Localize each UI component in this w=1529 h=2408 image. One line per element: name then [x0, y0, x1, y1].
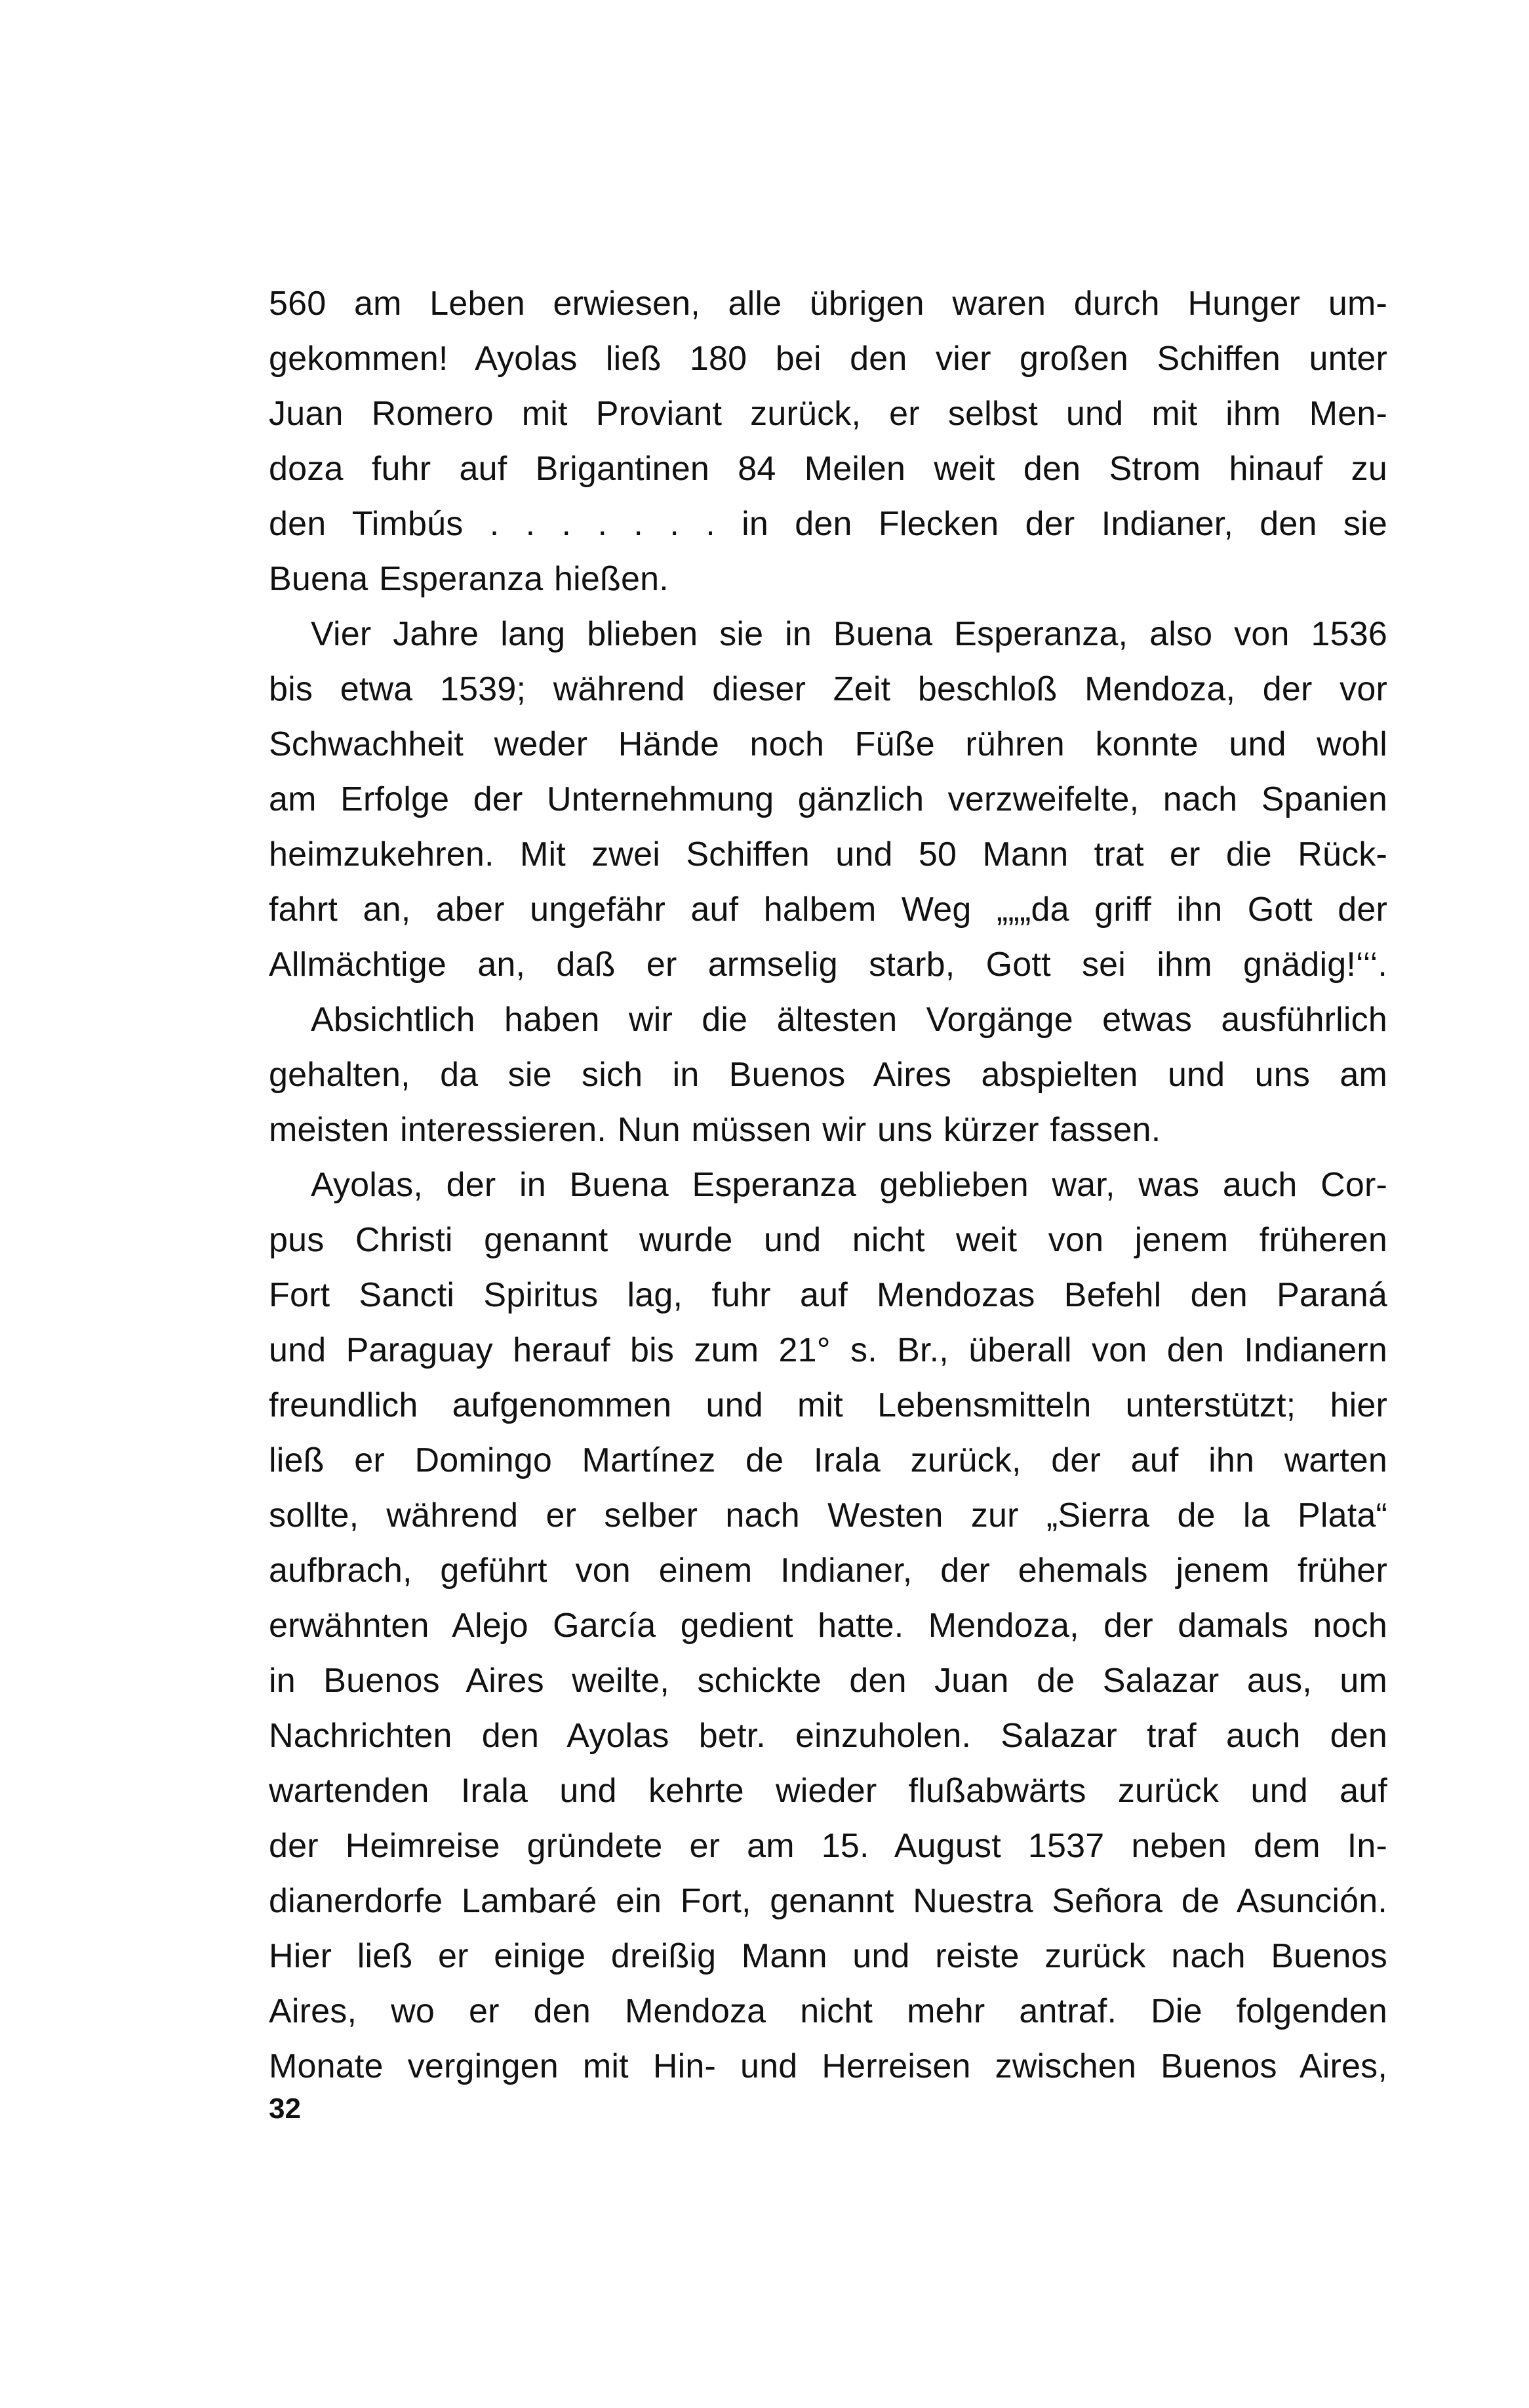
text-line: Aires, wo er den Mendoza nicht mehr antraf. Die folgenden — [269, 1992, 1387, 2030]
page-number: 32 — [269, 2093, 301, 2125]
text-line: aufbrach, geführt von einem Indianer, der ehemals jenem früher — [269, 1552, 1387, 1590]
text-line: in Buenos Aires weilte, schickte den Juan de Salazar aus, um — [269, 1662, 1387, 1700]
text-line: Allmächtige an, daß er armselig starb, Gott sei ihm gnädig!‘‘‘. — [269, 946, 1387, 984]
text-line: Juan Romero mit Proviant zurück, er selbst und mit ihm Men- — [269, 395, 1387, 433]
text-line: ließ er Domingo Martínez de Irala zurück, der auf ihn warten — [269, 1441, 1387, 1479]
text-line: und Paraguay herauf bis zum 21° s. Br., überall von den Indianern — [269, 1331, 1387, 1369]
text-line: fahrt an, aber ungefähr auf halbem Weg „„„da griff ihn Gott der — [269, 891, 1387, 929]
text-line: den Timbús . . . . . . . in den Flecken der Indianer, den sie — [269, 505, 1387, 543]
text-line: meisten interessieren. Nun müssen wir uns kürzer fassen. — [269, 1111, 1161, 1149]
text-line: der Heimreise gründete er am 15. August 1537 neben dem In- — [269, 1827, 1387, 1865]
text-line: Absichtlich haben wir die ältesten Vorgänge etwas ausführlich — [311, 1001, 1387, 1039]
text-line: sollte, während er selber nach Westen zur „Sierra de la Plata“ — [269, 1496, 1387, 1535]
text-line: Nachrichten den Ayolas betr. einzuholen. Salazar traf auch den — [269, 1717, 1387, 1755]
text-line: freundlich aufgenommen und mit Lebensmitteln unterstützt; hier — [269, 1386, 1387, 1424]
text-line: erwähnten Alejo García gedient hatte. Mendoza, der damals noch — [269, 1607, 1387, 1645]
text-line: Monate vergingen mit Hin- und Herreisen zwischen Buenos Aires, — [269, 2047, 1387, 2085]
text-line: am Erfolge der Unternehmung gänzlich verzweifelte, nach Spanien — [269, 780, 1387, 818]
text-line: Schwachheit weder Hände noch Füße rühren konnte und wohl — [269, 725, 1387, 763]
text-line: heimzukehren. Mit zwei Schiffen und 50 Mann trat er die Rück- — [269, 835, 1387, 873]
text-line: Hier ließ er einige dreißig Mann und reiste zurück nach Buenos — [269, 1937, 1387, 1975]
text-line: Vier Jahre lang blieben sie in Buena Esperanza, also von 1536 — [311, 615, 1387, 653]
text-line: gekommen! Ayolas ließ 180 bei den vier großen Schiffen unter — [269, 340, 1387, 378]
text-line: 560 am Leben erwiesen, alle übrigen waren durch Hunger um- — [269, 285, 1387, 323]
text-line: bis etwa 1539; während dieser Zeit beschloß Mendoza, der vor — [269, 670, 1387, 708]
text-line: doza fuhr auf Brigantinen 84 Meilen weit den Strom hinauf zu — [269, 450, 1387, 488]
text-line: pus Christi genannt wurde und nicht weit von jenem früheren — [269, 1221, 1387, 1259]
text-line: Ayolas, der in Buena Esperanza geblieben war, was auch Cor- — [311, 1166, 1387, 1204]
text-line: gehalten, da sie sich in Buenos Aires abspielten und uns am — [269, 1056, 1387, 1094]
text-line: wartenden Irala und kehrte wieder flußabwärts zurück und auf — [269, 1772, 1387, 1810]
text-line: Buena Esperanza hießen. — [269, 560, 669, 598]
text-line: Fort Sancti Spiritus lag, fuhr auf Mendozas Befehl den Paraná — [269, 1276, 1387, 1314]
text-line: dianerdorfe Lambaré ein Fort, genannt Nuestra Señora de Asunción. — [269, 1882, 1387, 1920]
